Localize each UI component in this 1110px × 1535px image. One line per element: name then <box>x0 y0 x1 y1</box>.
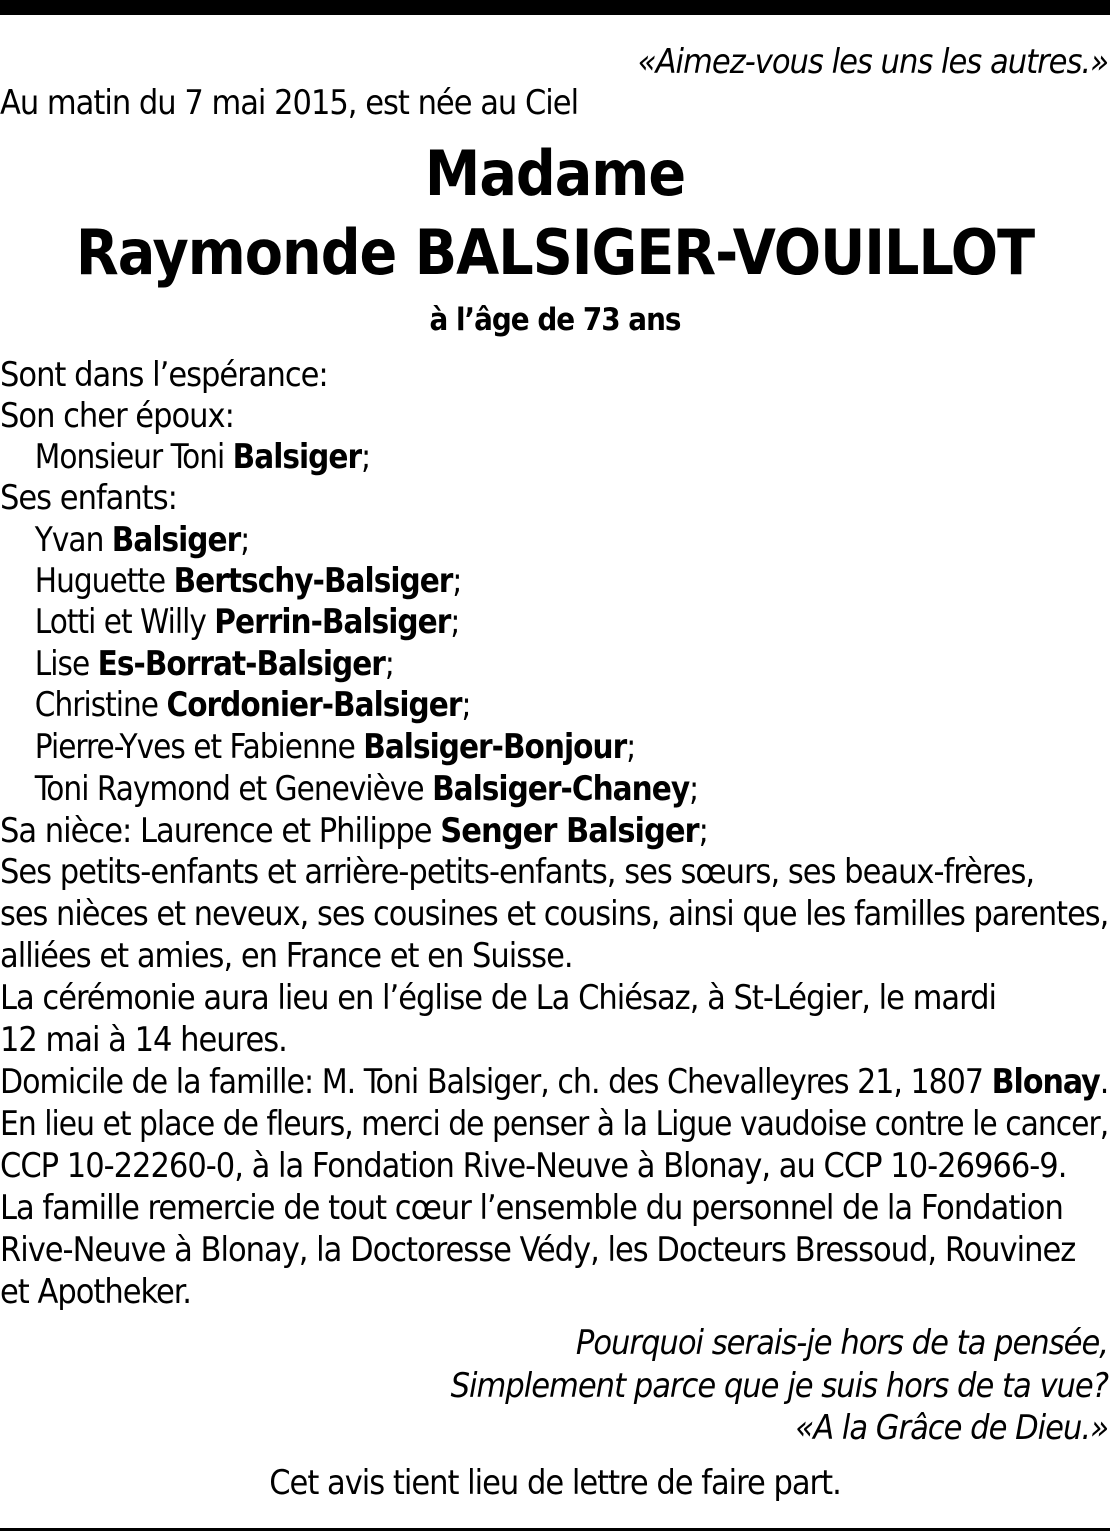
thanks-line: et Apotheker. <box>0 1272 191 1312</box>
child-line: Christine Cordonier-Balsiger; <box>34 685 471 725</box>
ceremony-line: 12 mai à 14 heures. <box>0 1020 287 1060</box>
poem-line: «A la Grâce de Dieu.» <box>795 1408 1108 1448</box>
thanks-line: La famille remercie de tout cœur l’ensemble du personnel de la Fondation <box>0 1188 1063 1228</box>
hope-line: Sont dans l’espérance: <box>0 355 328 395</box>
child-line: Lise Es-Borrat-Balsiger; <box>34 644 394 684</box>
flowers-line: CCP 10-22260-0, à la Fondation Rive-Neuve à Blonay, au CCP 10-26966-9. <box>0 1146 1067 1186</box>
child-line: Huguette Bertschy-Balsiger; <box>34 561 462 601</box>
deceased-title: Madame <box>424 137 686 210</box>
spouse-heading: Son cher époux: <box>0 396 234 436</box>
bottom-rule <box>0 1528 1110 1531</box>
family-line: ses nièces et neveux, ses cousines et cousins, ainsi que les familles parentes, <box>0 894 1109 934</box>
child-line: Yvan Balsiger; <box>34 520 250 560</box>
ceremony-line: La cérémonie aura lieu en l’église de La Chiésaz, à St-Légier, le mardi <box>0 978 996 1018</box>
domicile-line: Domicile de la famille: M. Toni Balsiger, ch. des Chevalleyres 21, 1807 Blonay. <box>0 1062 1109 1102</box>
intro-text: Au matin du 7 mai 2015, est née au Ciel <box>0 83 579 123</box>
poem-line: Pourquoi serais-je hors de ta pensée, <box>575 1323 1108 1363</box>
niece-line: Sa nièce: Laurence et Philippe Senger Balsiger; <box>0 811 708 851</box>
top-rule <box>0 0 1110 15</box>
child-line: Lotti et Willy Perrin-Balsiger; <box>34 602 460 642</box>
family-line: Ses petits-enfants et arrière-petits-enfants, ses sœurs, ses beaux-frères, <box>0 852 1035 892</box>
child-line: Toni Raymond et Geneviève Balsiger-Chaney; <box>34 769 699 809</box>
epigraph: «Aimez-vous les uns les autres.» <box>637 42 1108 82</box>
spouse-line: Monsieur Toni Balsiger; <box>34 437 371 477</box>
flowers-line: En lieu et place de fleurs, merci de penser à la Ligue vaudoise contre le cancer, <box>0 1104 1109 1144</box>
child-line: Pierre-Yves et Fabienne Balsiger-Bonjour; <box>34 727 636 767</box>
closing-line: Cet avis tient lieu de lettre de faire part. <box>269 1463 841 1503</box>
deceased-name: Raymonde BALSIGER-VOUILLOT <box>75 216 1035 289</box>
children-heading: Ses enfants: <box>0 478 177 518</box>
age-line: à l’âge de 73 ans <box>429 302 681 338</box>
poem-line: Simplement parce que je suis hors de ta vue? <box>450 1366 1108 1406</box>
thanks-line: Rive-Neuve à Blonay, la Doctoresse Védy, les Docteurs Bressoud, Rouvinez <box>0 1230 1076 1270</box>
family-line: alliées et amies, en France et en Suisse. <box>0 936 573 976</box>
